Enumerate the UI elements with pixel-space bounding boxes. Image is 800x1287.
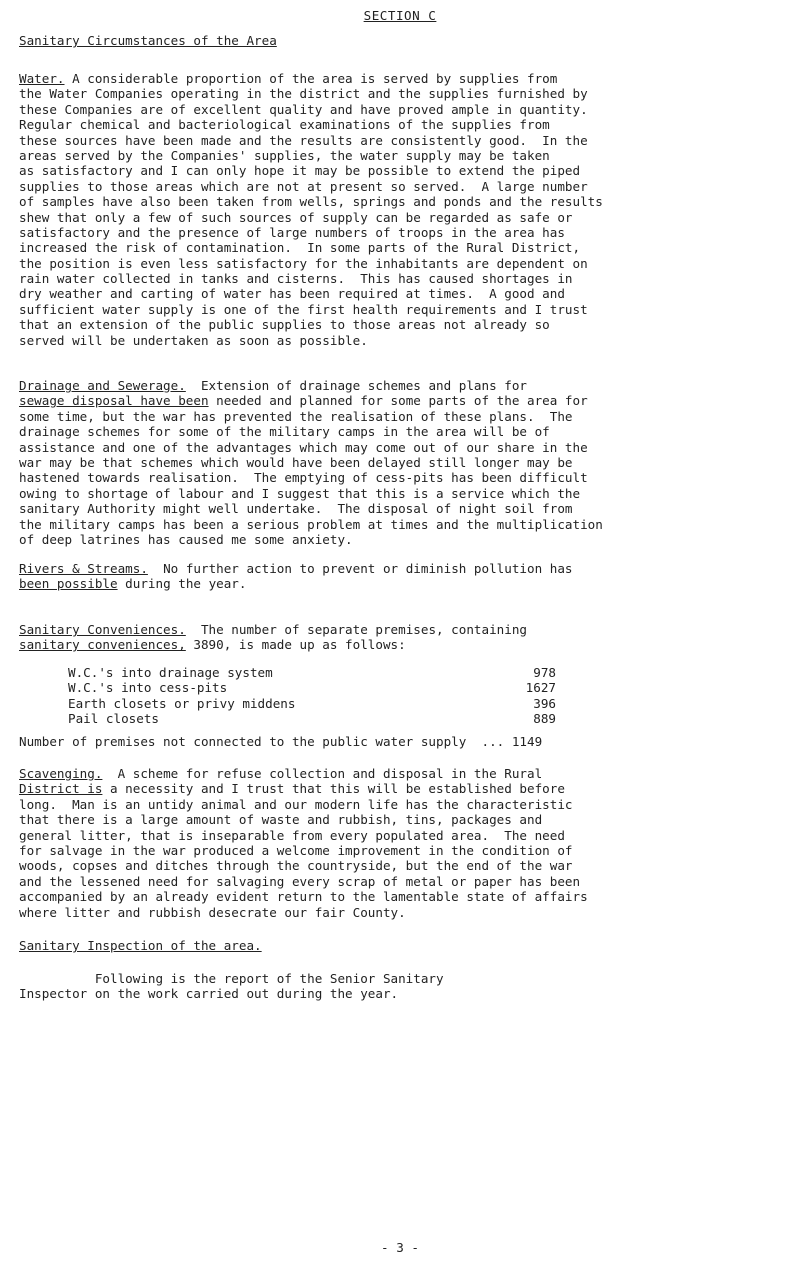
paragraph-line: some time, but the war has prevented the realisation of these plans. The [19, 408, 573, 424]
drainage-heading-rest: Extension of drainage schemes and plans for [185, 378, 528, 393]
scavenging-paragraph [19, 766, 794, 920]
paragraph-line: for salvage in the war produced a welcome improvement in the condition of [19, 842, 573, 858]
conveniences-heading: Sanitary Conveniences. [19, 622, 186, 637]
paragraph-line: accompanied by an already evident return to the lamentable state of affairs [19, 889, 588, 905]
rivers-second-line [19, 576, 794, 591]
paragraph-line: satisfactory and the presence of large numbers of troops in the area has [19, 224, 565, 240]
paragraph-line: of samples have also been taken from wells, springs and ponds and the results [19, 194, 603, 210]
paragraph-line: areas served by the Companies' supplies, the water supply may be taken [19, 147, 550, 163]
conveniences-table [68, 665, 668, 727]
inspection-line: Following is the report of the Senior Sanitary [19, 970, 444, 986]
paragraph-line: served will be undertaken as soon as possible. [19, 332, 368, 348]
paragraph-line: Regular chemical and bacteriological examinations of the supplies from [19, 117, 550, 133]
row-value: 396 [533, 695, 556, 711]
paragraph-line: assistance and one of the advantages which may come out of our share in the [19, 439, 588, 455]
not-connected-line [19, 734, 794, 749]
not-connected-value: ... 1149 [481, 734, 543, 749]
scavenging-underlined-words: District is [19, 781, 103, 797]
rivers-heading: Rivers & Streams. [19, 561, 148, 576]
row-label: W.C.'s into drainage system [68, 665, 273, 680]
paragraph-line: these sources have been made and the results are consistently good. In the [19, 132, 588, 148]
drainage-second-line [19, 393, 794, 408]
drainage-paragraph [19, 378, 794, 547]
paragraph-line: general litter, that is inseparable from every populated area. The need [19, 827, 565, 843]
rivers-paragraph [19, 561, 794, 592]
row-value: 889 [533, 711, 556, 727]
not-connected-row [19, 734, 794, 749]
rivers-first-line [19, 561, 794, 576]
scavenging-heading: Scavenging. [19, 766, 103, 781]
water-heading: Water. [19, 71, 65, 86]
drainage-first-line [19, 378, 794, 393]
paragraph-line: A considerable proportion of the area is served by supplies from [64, 71, 558, 86]
conveniences-paragraph [19, 622, 794, 653]
inspection-heading: Sanitary Inspection of the area. [19, 938, 262, 953]
section-title: SECTION C [363, 8, 437, 23]
scavenging-second-line [19, 781, 794, 796]
paragraph-line: the Water Companies operating in the district and the supplies furnished by [19, 86, 588, 102]
table-row [68, 711, 668, 726]
paragraph-line: sanitary Authority might well undertake. The disposal of night soil from [19, 501, 573, 517]
paragraph-line: war may be that schemes which would have been delayed still longer may be [19, 454, 573, 470]
conveniences-heading-rest: The number of separate premises, containing [185, 622, 528, 637]
water-first-line [19, 71, 794, 86]
paragraph-line: supplies to those areas which are not at present so served. A large number [19, 178, 588, 194]
conveniences-second-line [19, 637, 794, 652]
row-value: 1627 [525, 680, 556, 696]
paragraph-line: that an extension of the public supplies to those areas not already so [19, 317, 550, 333]
conveniences-underlined-words: sanitary conveniences, [19, 637, 186, 653]
paragraph-line: drainage schemes for some of the military camps in the area will be of [19, 424, 550, 440]
paragraph-line: hastened towards realisation. The emptying of cess-pits has been difficult [19, 470, 588, 486]
conveniences-second-line-rest: 3890, is made up as follows: [185, 637, 406, 653]
not-connected-label: Number of premises not connected to the public water supply [19, 734, 467, 749]
paragraph-line: shew that only a few of such sources of supply can be regarded as safe or [19, 209, 573, 225]
paragraph-line: as satisfactory and I can only hope it may be possible to extend the piped [19, 163, 581, 179]
paragraph-line: where litter and rubbish desecrate our fair County. [19, 904, 406, 920]
paragraph-line: dry weather and carting of water has been required at times. A good and [19, 286, 565, 302]
row-label: Earth closets or privy middens [68, 695, 296, 711]
scavenging-heading-rest: A scheme for refuse collection and disposal in the Rural [102, 766, 543, 781]
rivers-underlined-words: been possible [19, 576, 118, 592]
paragraph-line: sufficient water supply is one of the first health requirements and I trust [19, 301, 588, 317]
scavenging-second-line-rest: a necessity and I trust that this will be established before [102, 781, 565, 797]
paragraph-line: and the lessened need for salvaging every scrap of metal or paper has been [19, 873, 581, 889]
scavenging-first-line [19, 766, 794, 781]
inspection-line: Inspector on the work carried out during the year. [19, 986, 399, 1002]
rivers-second-line-rest: during the year. [117, 576, 247, 592]
drainage-heading: Drainage and Sewerage. [19, 378, 186, 393]
table-row [68, 665, 668, 680]
paragraph-line: that there is a large amount of waste and rubbish, tins, packages and [19, 812, 543, 828]
sub-heading: Sanitary Circumstances of the Area [19, 33, 277, 48]
conveniences-first-line [19, 622, 794, 637]
row-value: 978 [533, 665, 556, 680]
inspection-section [19, 938, 794, 1002]
row-label: W.C.'s into cess-pits [68, 680, 228, 696]
rivers-heading-rest: No further action to prevent or diminish pollution has [147, 561, 573, 576]
paragraph-line: woods, copses and ditches through the countryside, but the end of the war [19, 858, 573, 874]
paragraph-line: owing to shortage of labour and I suggest that this is a service which the [19, 485, 581, 501]
paragraph-line: the military camps has been a serious problem at times and the multiplication [19, 516, 603, 532]
paragraph-line: these Companies are of excellent quality and have proved ample in quantity. [19, 101, 588, 117]
page-number: - 3 - [381, 1240, 419, 1255]
paragraph-line: of deep latrines has caused me some anxiety. [19, 531, 353, 547]
water-paragraph [19, 71, 794, 348]
table-row [68, 680, 668, 695]
paragraph-line: long. Man is an untidy animal and our modern life has the characteristic [19, 796, 573, 812]
table-row [68, 696, 668, 711]
drainage-underlined-words: sewage disposal have been [19, 393, 209, 409]
row-label: Pail closets [68, 711, 159, 727]
paragraph-line: the position is even less satisfactory for the inhabitants are dependent on [19, 255, 588, 271]
drainage-second-line-rest: needed and planned for some parts of the area for [208, 393, 588, 409]
spacer [19, 957, 794, 971]
paragraph-line: increased the risk of contamination. In some parts of the Rural District, [19, 240, 581, 256]
paragraph-line: rain water collected in tanks and cisterns. This has caused shortages in [19, 271, 573, 287]
